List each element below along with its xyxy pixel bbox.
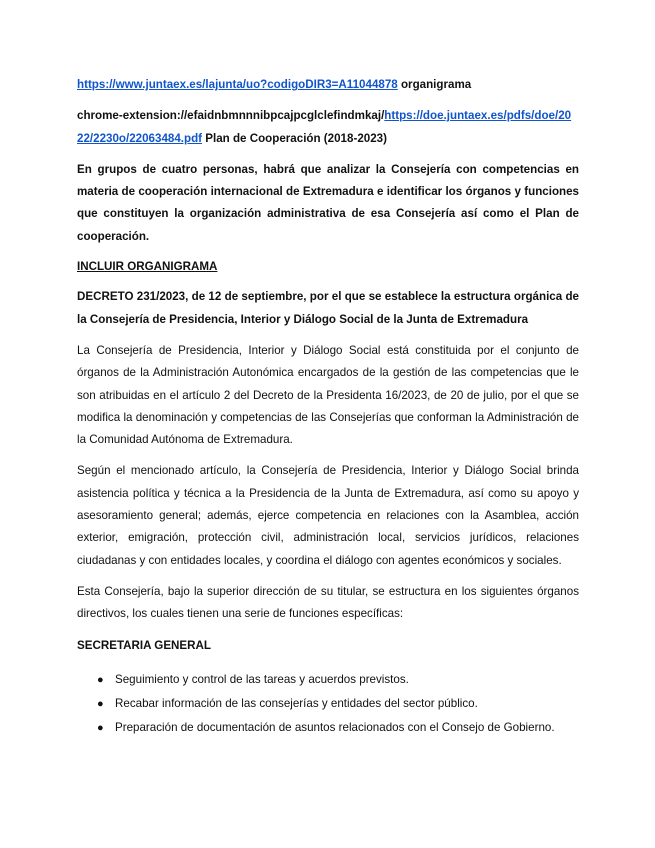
task-instructions: En grupos de cuatro personas, habrá que analizar la Consejería con competencias en materia de cooperación internacional de Extremadura e identificar los órganos y funciones que constituyen la organización administrativa de esa Consejería así como el Plan de cooperación. <box>77 162 579 243</box>
decree-title: DECRETO 231/2023, de 12 de septiembre, por el que se establece la estructura orgánica de la Consejería de Presidencia, Interior y Diálogo Social de la Junta de Extremadura <box>77 290 579 326</box>
secretaria-functions-list <box>77 668 579 740</box>
list-item <box>77 692 579 716</box>
body-paragraph-1: La Consejería de Presidencia, Interior y Diálogo Social está constituida por el conjunto de órganos de la Administración Autonómica encargados de la gestión de las competencias que le son atribuidas en el artículo 2 del Decreto de la Presidenta 16/2023, de 20 de julio, por el que se modifica la denominación y competencias de las Consejerías que conforman la Administración de la Comunidad Autónoma de Extremadura. <box>77 343 579 447</box>
list-item-text: Preparación de documentación de asuntos relacionados con el Consejo de Gobierno. <box>115 720 555 734</box>
body-paragraph-2: Según el mencionado artículo, la Consejería de Presidencia, Interior y Diálogo Social brinda asistencia política y técnica a la Presidencia de la Junta de Extremadura, así como su apoyo y asesoramiento general; además, ejerce competencia en relaciones con la Asamblea, acción exterior, emigración, protección civil, administración local, servicios jurídicos, relaciones ciudadanas y con entidades locales, y coordina el diálogo con agentes económicos y sociales. <box>77 464 579 567</box>
secretaria-general-heading: SECRETARIA GENERAL <box>77 638 211 652</box>
plan-link-line2: 22/2230o/22063484.pdf <box>77 131 203 145</box>
list-item <box>77 668 579 692</box>
organigrama-label: organigrama <box>397 78 472 91</box>
organigrama-link[interactable]: https://www.juntaex.es/lajunta/uo?codigoDIR3=A11044878 <box>77 78 398 91</box>
chrome-extension-prefix: chrome-extension://efaidnbmnnnibpcajpcglclefindmkaj/ <box>77 109 385 123</box>
bullet-icon: ● <box>97 697 104 710</box>
list-item <box>77 716 579 740</box>
plan-link-line1: https://doe.juntaex.es/pdfs/doe/20 <box>384 109 572 123</box>
organigrama-paragraph <box>77 74 579 96</box>
body-paragraph-3: Esta Consejería, bajo la superior dirección de su titular, se estructura en los siguientes órganos directivos, los cuales tienen una serie de funciones específicas: <box>77 584 579 621</box>
list-item-text: Seguimiento y control de las tareas y acuerdos previstos. <box>115 672 409 686</box>
plan-cooperacion-label: Plan de Cooperación (2018-2023) <box>202 131 387 145</box>
bullet-icon: ● <box>97 721 104 734</box>
plan-cooperacion-paragraph <box>77 105 579 150</box>
bullet-icon: ● <box>97 673 104 686</box>
include-organigrama-heading: INCLUIR ORGANIGRAMA <box>77 260 218 274</box>
list-item-text: Recabar información de las consejerías y entidades del sector público. <box>115 696 478 710</box>
